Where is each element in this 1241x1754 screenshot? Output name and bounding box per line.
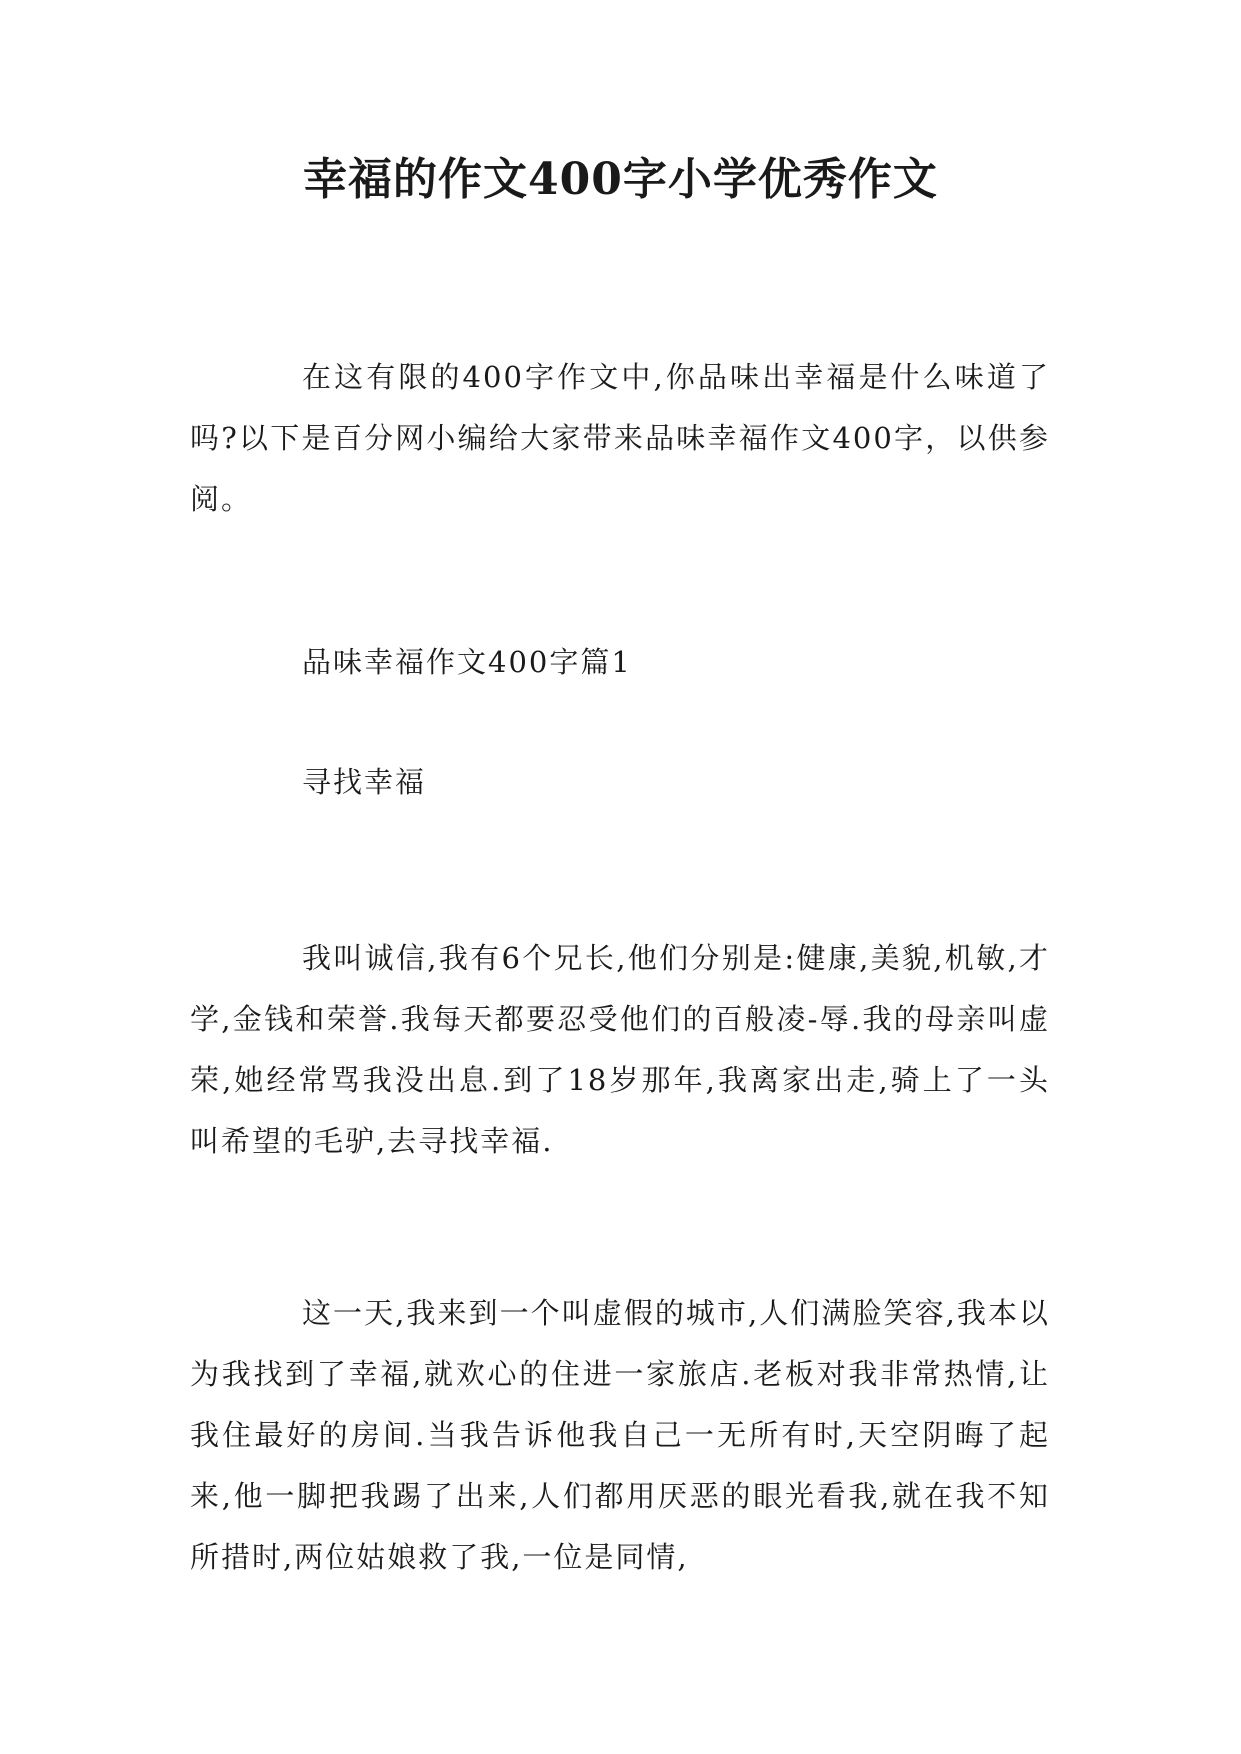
intro-paragraph: 在这有限的400字作文中,你品味出幸福是什么味道了吗?以下是百分网小编给大家带来品味幸福作文400字，以供参阅。	[190, 360, 1050, 516]
section-heading: 品味幸福作文400字篇1	[302, 645, 632, 679]
body-paragraph: 我叫诚信,我有6个兄长,他们分别是:健康,美貌,机敏,才学,金钱和荣誉.我每天都要忍受他们的百般凌-辱.我的母亲叫虚荣,她经常骂我没出息.到了18岁那年,我离家出走,骑上了一头叫希望的毛驴,去寻找幸福.	[190, 941, 1050, 1158]
body-paragraph: 这一天,我来到一个叫虚假的城市,人们满脸笑容,我本以为我找到了幸福,就欢心的住进一家旅店.老板对我非常热情,让我住最好的房间.当我告诉他我自己一无所有时,天空阴晦了起来,他一脚把我踢了出来,人们都用厌恶的眼光看我,就在我不知所措时,两位姑娘救了我,一位是同情,	[190, 1296, 1050, 1574]
document-title: 幸福的作文400字小学优秀作文	[303, 154, 938, 205]
essay-subtitle: 寻找幸福	[302, 765, 427, 799]
